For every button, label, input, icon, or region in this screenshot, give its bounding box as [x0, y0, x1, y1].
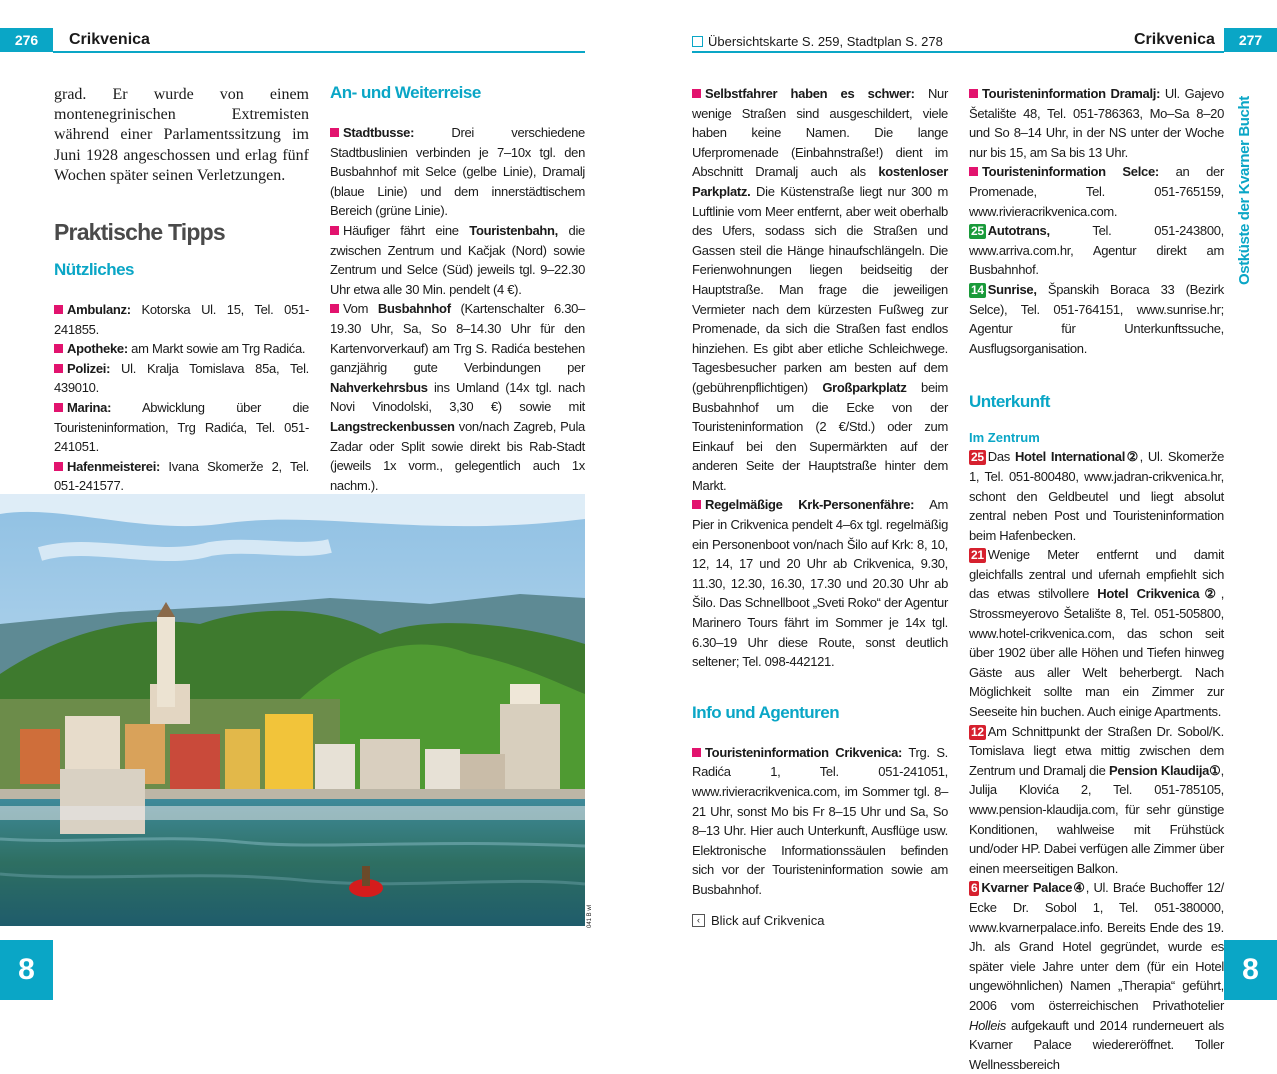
- agencies-list: [969, 84, 1224, 358]
- bullet-icon: [330, 226, 339, 235]
- nuetzliches-list: [54, 300, 309, 496]
- map-ref: [692, 34, 943, 49]
- list-item: [692, 743, 948, 900]
- body-text: von/nach Zagreb, Pula Zadar oder Split sowie direkt bis Rab-Stadt (jeweils 1x vorm., gelegentlich auch 1x nachm.).: [330, 418, 585, 493]
- bullet-icon: [969, 167, 978, 176]
- bullet-icon: [692, 89, 701, 98]
- bold-term: Selbstfahrer haben es schwer:: [705, 86, 915, 101]
- info-title: Info und Agenturen: [692, 702, 840, 722]
- item-text: Ul. Kralja Tomislava 85a, Tel. 439010.: [54, 360, 309, 396]
- left-page-number: 276: [14, 32, 39, 48]
- bold-term: Busbahnhof: [377, 301, 451, 317]
- bullet-icon: [330, 128, 339, 137]
- list-item: [969, 878, 1224, 1074]
- bullet-icon: [692, 748, 701, 757]
- intro-text: grad. Er wurde von einem montenegrinischen Extremisten während einer Parlamentssitzung im Juni 1928 angeschossen und erlag fünf Wochen später seinen Verletzungen.: [54, 86, 309, 184]
- number-badge: 6: [971, 881, 978, 896]
- unterkunft-title: Unterkunft: [969, 392, 1050, 412]
- number-badge: 12: [971, 724, 984, 739]
- caption: [692, 913, 824, 928]
- body-text: Am Pier in Crikvenica pendelt 4–6x tgl. regelmäßig ein Personenboot von/nach Šilo auf Krk: 8, 10, 12, 14, 17 und 20 Uhr ab Crikvenica, 9.30, 11.30, 12.30, 16.30, 17.30 und 20.30 Uhr ab Šilo. Das Schnellboot „Sveti Roko“ der Agentur Marinero Tours fährt im Sommer je 14x tgl. 6.30–19 Uhr diese Route, sonst deutlich seltener; Tel. 098-442121.: [692, 497, 948, 670]
- body-text: Trg. S. Radića 1, Tel. 051-241051, www.rivieracrikvenica.com, im Sommer tgl. 8–21 Uhr, sonst Mo bis Fr 8–15 Uhr und Sa, So 8–13 Uhr. Hier auch Unterkunft, Ausflüge usw. Elektronische Informationssäulen befinden sich vor der Touristeninformation sowie am Busbahnhof.: [692, 744, 948, 897]
- bullet-icon: [54, 305, 63, 314]
- left-running-title: Crikvenica: [69, 31, 150, 48]
- body-text: , Strossmeyerovo Šetalište 8, Tel. 051-505800, www.hotel-crikvenica.com, das schon seit über 1902 über alle Höhen und Tiefen hinweg Gäste aus aller Welt beherbergt. Nach Möglichkeit sollte man ein Zimmer zur Seeseite hin buchen. Auch einige Apartments.: [969, 586, 1224, 720]
- body-text: an der Promenade, Tel. 051-765159, www.rivieracrikvenica.com.: [969, 164, 1224, 219]
- map-ref-text: Übersichtskarte S. 259, Stadtplan S. 278: [708, 34, 943, 49]
- bullet-icon: [54, 403, 63, 412]
- bold-term: Pension Klaudija①: [1108, 762, 1221, 778]
- body-text: Häufiger fährt eine: [343, 222, 470, 238]
- nuetzliches-item: [54, 398, 309, 457]
- section-title: Praktische Tipps: [54, 219, 225, 246]
- list-item: [969, 447, 1224, 545]
- photo-credit-text: 041 B wl: [587, 904, 593, 928]
- item-label: Marina:: [67, 399, 112, 415]
- bold-term: Touristeninformation Dramalj:: [982, 86, 1161, 101]
- anreise-list: [330, 123, 585, 495]
- body-text: Die Küstenstraße liegt nur 300 m Luftlinie vom Meer entfernt, aber weit oberhalb des Ufers, sodass sich die Straßen und Gassen steil die Hänge hinaufschlängeln. Die Ferienwohnungen liegen beidseitig der Hauptstraße. Man frage die jeweiligen Vermieter nach dem kürzesten Fußweg zur Promenade, da sich die Straßen fast endlos hinziehen. Es gibt aber etliche Schleichwege. Tagesbesucher parken am besten auf dem (gebührenpflichtigen): [692, 183, 948, 395]
- bold-term: Hotel Crikvenica②: [1097, 586, 1221, 602]
- bold-term: Nahverkehrsbus: [330, 379, 428, 395]
- right-running-title: Crikvenica: [1134, 31, 1215, 48]
- bold-term: Touristeninformation Selce:: [982, 164, 1159, 180]
- bullet-icon: [54, 364, 63, 373]
- item-text: am Markt sowie am Trg Radića.: [127, 341, 306, 357]
- left-header-rule: [53, 51, 585, 53]
- list-item: [330, 221, 585, 299]
- right-column-1: [692, 84, 948, 900]
- body-text: Nur wenige Straßen sind ausgeschildert, viele haben keine Namen. Die lange Uferpromenade (Einbahnstraße!) dient im Abschnitt Dramalj auch als: [692, 86, 949, 180]
- left-thumb-number: 8: [18, 953, 35, 986]
- italic-term: Holleis: [969, 1017, 1006, 1033]
- side-tab: [1236, 85, 1258, 295]
- bullet-icon: [330, 304, 339, 313]
- bold-term: kostenloser Parkplatz.: [692, 164, 948, 199]
- number-badge: 14: [971, 282, 984, 297]
- body-text: ins Umland (14x tgl. nach Novi Vinodolski, 3,30 €) sowie mit: [330, 379, 585, 415]
- item-label: Ambulanz:: [67, 302, 131, 318]
- body-text: (Kartenschalter 6.30–19.30 Uhr, Sa, So 8–14.30 Uhr für den Kartenvorverkauf) am Trg S. Radića bestehen ganzjährig gute Verbindungen per: [330, 301, 585, 376]
- body-text: Španskih Boraca 33 (Bezirk Selce), Tel. 051-764151, www.sunrise.hr; Agentur für Unterkunftssuche, Ausflugsorganisation.: [969, 281, 1224, 356]
- body-text: Tel. 051-243800, www.arriva.com.hr, Agentur direkt am Busbahnhof.: [969, 223, 1224, 278]
- caption-arrow-icon: ‹: [692, 914, 705, 927]
- bold-term: Touristeninformation Crikvenica:: [705, 744, 903, 760]
- body-text: , Ul. Braće Buchoffer 12/ Ecke Dr. Sobol 1, Tel. 051-380000, www.kvarnerpalace.info. Bereits Ende des 19. Jh. als Grand Hotel gegründet, wurde es später viele Jahre unter dem (für ein Hotel ungewöhnlichen) Namen „Therapia“ geführt, 2006 vom österreichischen Privathotelier: [969, 880, 1224, 1013]
- unterkunft-list: [969, 447, 1224, 1074]
- number-badge: 25: [971, 450, 984, 465]
- anreise-title: An- und Weiterreise: [330, 83, 481, 102]
- body-text: Ul. Gajevo Šetalište 48, Tel. 051-786363, Mo–Sa 8–20 und So 8–14 Uhr, in der NS unter der Woche nur bis 15, am Sa bis 13 Uhr.: [969, 86, 1224, 160]
- zentrum-title: Im Zentrum: [969, 430, 1040, 446]
- list-item: [692, 495, 948, 671]
- list-item: [969, 722, 1224, 879]
- right-col1-list: [692, 84, 948, 672]
- bold-term: Stadtbusse:: [343, 125, 415, 140]
- crikvenica-photo: [0, 494, 585, 926]
- bold-term: Großparkplatz: [822, 379, 907, 395]
- bold-term: Regelmäßige Krk-Personenfähre:: [705, 497, 915, 513]
- right-thumb-number: 8: [1242, 953, 1259, 986]
- list-item: [969, 162, 1224, 221]
- item-text: Abwicklung über die Touristeninformation, Trg Radića, Tel. 051-241051.: [54, 399, 309, 455]
- nuetzliches-item: [54, 457, 309, 496]
- left-thumb-tab: [0, 940, 53, 1000]
- body-text: Das: [987, 449, 1015, 465]
- bold-term: Autotrans,: [987, 223, 1050, 239]
- map-square-icon: [692, 36, 703, 47]
- list-item: [969, 545, 1224, 721]
- caption-text: Blick auf Crikvenica: [711, 913, 825, 928]
- item-text: Kotorska Ul. 15, Tel. 051-241855.: [54, 302, 309, 337]
- right-thumb-tab: [1224, 940, 1277, 1000]
- number-badge: 21: [971, 548, 984, 563]
- body-text: die zwischen Zentrum und Kačjak (Nord) sowie Zentrum und Selce (Süd) jeweils tgl. 9–22.30 Uhr etwa alle 30 Min. pendelt (4 €).: [330, 222, 585, 297]
- body-text: aufgekauft und 2014 runderneuert als Kvarner Palace wiedereröffnet. Toller Wellnessbereich: [969, 1017, 1224, 1072]
- photo-credit: [585, 900, 597, 930]
- bold-term: Sunrise,: [987, 281, 1037, 297]
- list-item: [969, 280, 1224, 358]
- body-text: Drei verschiedene Stadtbuslinien verbinden je 7–10x tgl. den Busbahnhof mit Selce (gelbe Linie), Dramalj (blaue Linie) und dem innerstädtischem Bereich (grüne Linie).: [330, 125, 585, 219]
- number-badge: 25: [971, 224, 984, 239]
- body-text: , Ul. Skomerže 1, Tel. 051-800480, www.jadran-crikvenica.hr, schont den Geldbeutel und liegt absolut zentral neben Post und Touristeninformation beim Hafenbecken.: [969, 449, 1224, 543]
- info-list: [692, 743, 948, 900]
- body-text: , Julija Klovića 2, Tel. 051-785105, www.pension-klaudija.com, für sehr günstige Konditionen, wahlweise mit Frühstück und/oder HP. Dabei verfügen alle Zimmer über einen meerseitigen Balkon.: [969, 762, 1224, 876]
- bold-term: Langstreckenbussen: [330, 418, 455, 434]
- bullet-icon: [54, 462, 63, 471]
- list-item: [330, 299, 585, 495]
- right-header-rule: [692, 51, 1224, 53]
- nuetzliches-item: [54, 339, 309, 359]
- body-text: Vom: [343, 301, 378, 317]
- subsection-title: Nützliches: [54, 260, 135, 280]
- left-column-1: [54, 85, 309, 496]
- list-item: [969, 221, 1224, 280]
- body-text: beim Busbahnhof um die Ecke von der Touristeninformation (2 €/Std.) oder zum Einkauf bei den Supermärkten auf der anderen Seite der Hauptstraße hinter dem Markt.: [692, 379, 948, 493]
- bullet-icon: [54, 344, 63, 353]
- body-text: Am Schnittpunkt der Straßen Dr. Sobol/K. Tomislava liegt etwa mittig zwischen dem Zentrum und Dramalj die: [969, 723, 1224, 778]
- item-label: Apotheke:: [67, 341, 128, 357]
- bold-term: Kvarner Palace④: [981, 880, 1086, 896]
- item-label: Polizei:: [67, 360, 111, 376]
- side-tab-text: Ostküste der Kvarner Bucht: [1236, 96, 1253, 285]
- list-item: [330, 123, 585, 221]
- bullet-icon: [692, 500, 701, 509]
- nuetzliches-item: [54, 300, 309, 339]
- right-page-number-box: [1224, 28, 1277, 52]
- bullet-icon: [969, 89, 978, 98]
- right-column-2: [969, 84, 1224, 1074]
- body-text: Wenige Meter entfernt und damit gleichfalls zentral und ufernah empfiehlt sich das etwas stilvollere: [969, 547, 1224, 602]
- item-label: Hafenmeisterei:: [67, 458, 161, 474]
- list-item: [692, 84, 948, 495]
- list-item: [969, 84, 1224, 162]
- nuetzliches-item: [54, 359, 309, 398]
- left-page-number-box: [0, 28, 53, 52]
- item-text: Ivana Skomerže 2, Tel. 051-241577.: [54, 458, 309, 494]
- left-column-2: [330, 83, 585, 495]
- bold-term: Touristenbahn,: [469, 222, 558, 238]
- bold-term: Hotel International②: [1014, 449, 1140, 465]
- right-page-number: 277: [1238, 32, 1263, 48]
- photo-illustration: [0, 494, 585, 926]
